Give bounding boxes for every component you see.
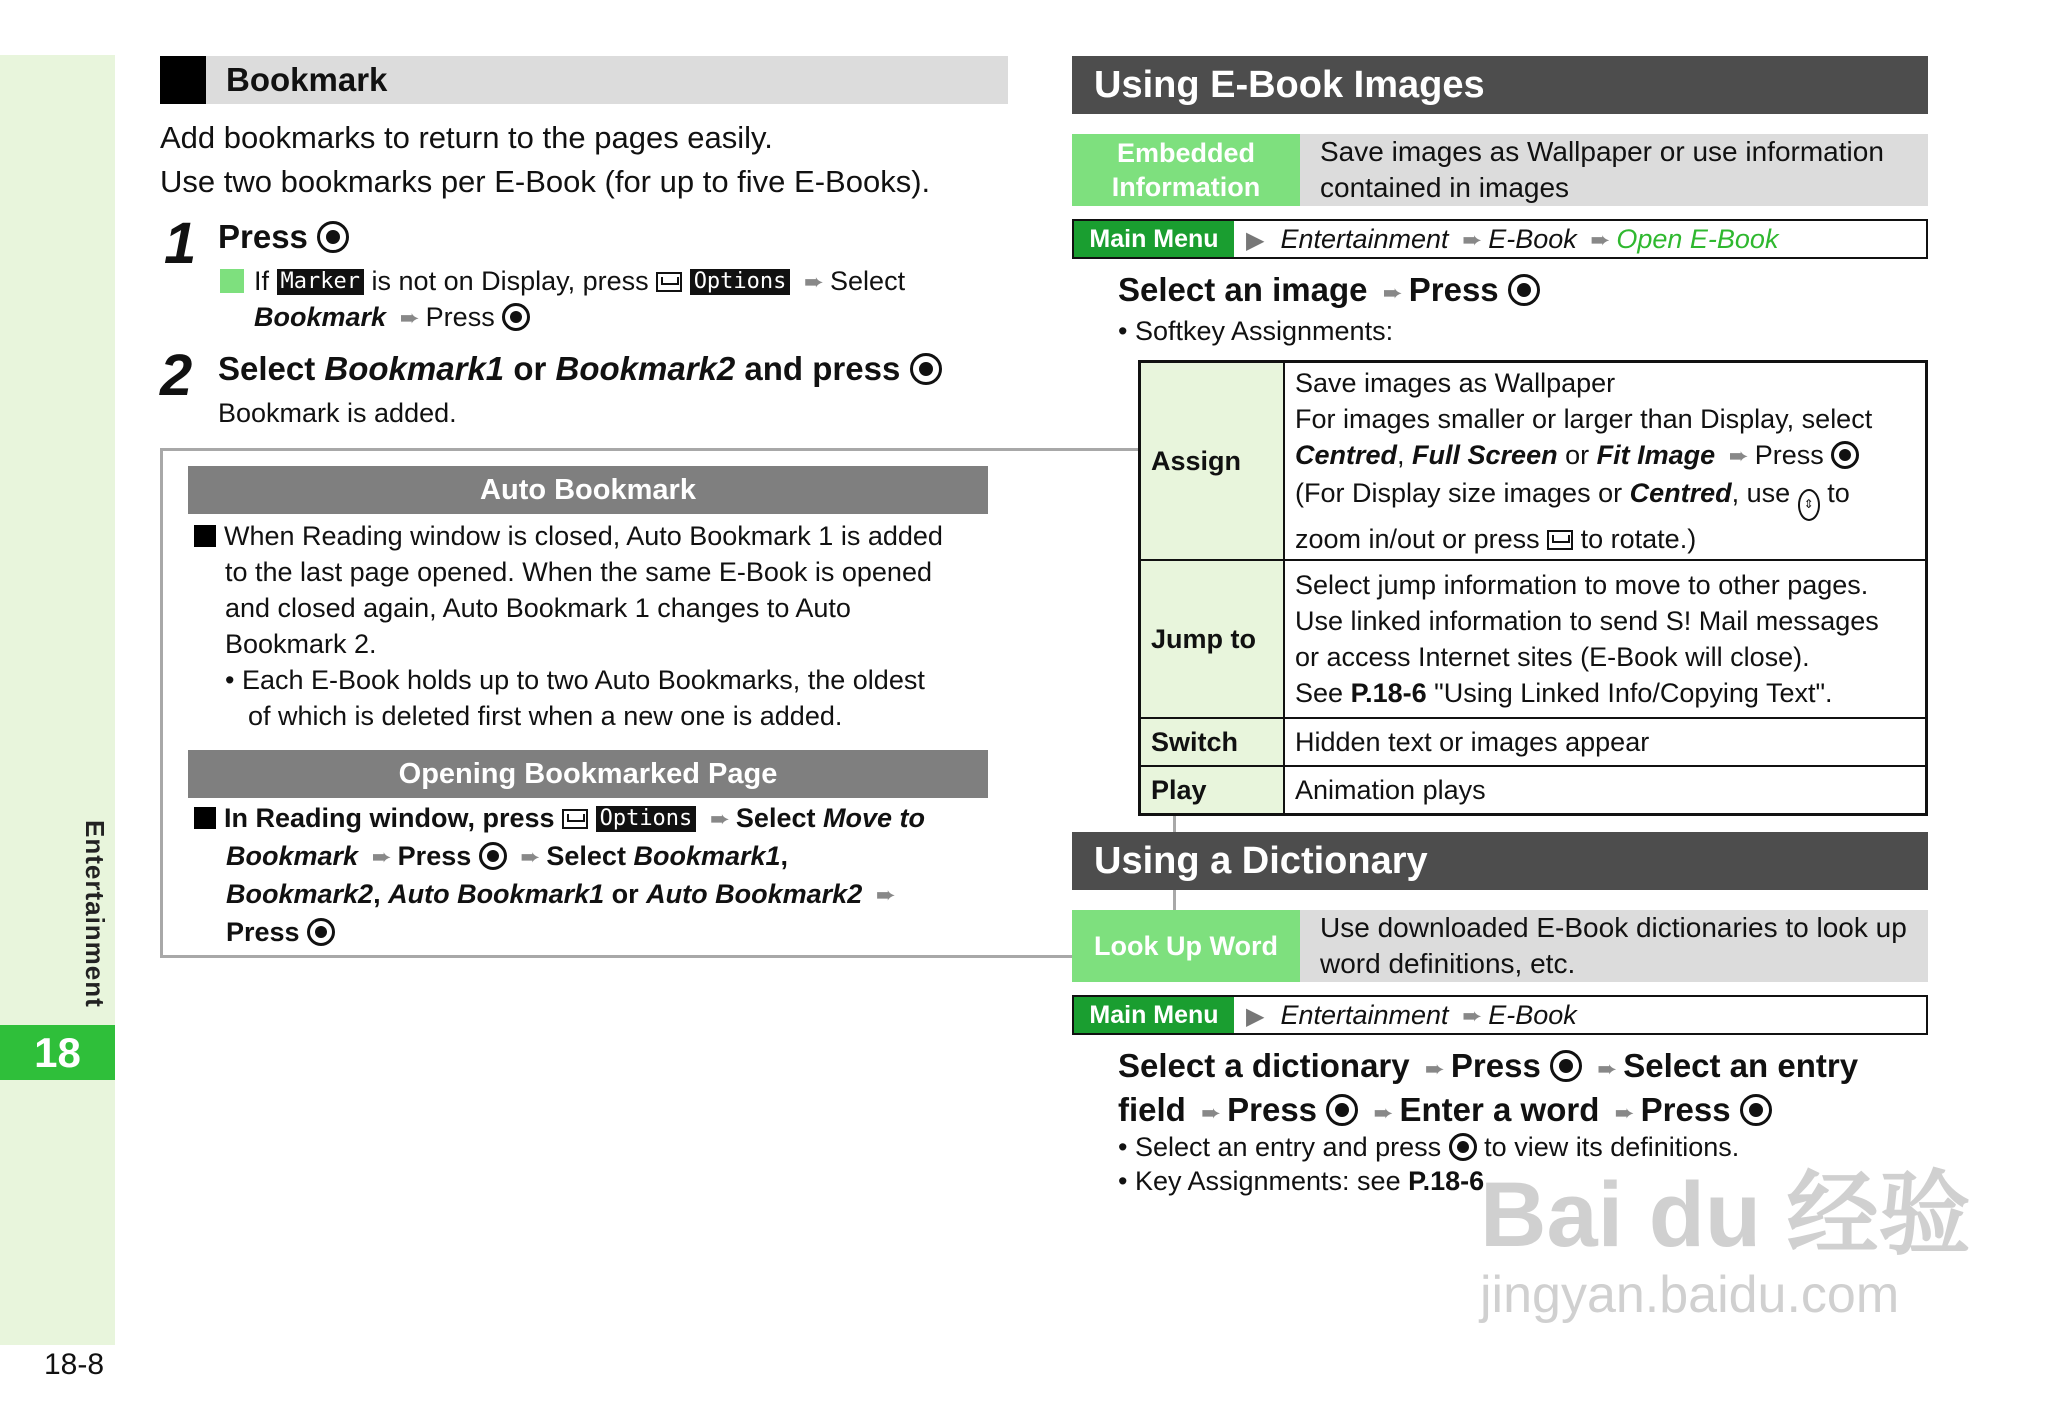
center-key-icon (1508, 274, 1540, 306)
arrow-icon: ➨ (520, 844, 541, 871)
step-1-title (218, 218, 349, 256)
center-key-icon (1740, 1094, 1772, 1126)
dictionary-info (1072, 910, 1928, 982)
arrow-icon: ➨ (1597, 1056, 1618, 1083)
bookmark-intro (160, 116, 930, 204)
note-mid: is not on Display, press (371, 266, 649, 296)
auto-bookmark-title: Auto Bookmark (188, 466, 988, 514)
center-key-icon (479, 842, 507, 870)
arrow-icon: ➨ (1424, 1056, 1445, 1083)
opening-bookmarked-body: In Reading window, press Options ➨ Select Move to Bookmark ➨ Press ➨ Select Bookmark1, Bookmark2, Auto Bookmark1 or Auto Bookmark2 ➨ Press (194, 800, 994, 950)
bookmark-heading-text: Bookmark (226, 61, 388, 98)
path-entertainment: Entertainment (1280, 1000, 1449, 1030)
triangle-icon: ▶ (1246, 227, 1265, 254)
assign-4a: (For Display size images or (1295, 478, 1623, 508)
arrow-icon: ➨ (1373, 1100, 1394, 1127)
baidu-watermark (1480, 1165, 1980, 1325)
note-bookmark: Bookmark (254, 302, 387, 332)
auto-line-4: Bookmark 2. (225, 629, 377, 659)
info-label: Embedded Information (1072, 134, 1300, 206)
step-press: Press (1640, 1091, 1731, 1128)
assign-line-1: Save images as Wallpaper (1295, 368, 1616, 398)
auto-line-2: to the last page opened. When the same E-Book is opened (225, 557, 932, 587)
triangle-icon: ▶ (1246, 1003, 1265, 1030)
opt-fit-image: Fit Image (1596, 440, 1716, 470)
options-softkey: Options (690, 269, 791, 295)
assign-4c: , use (1731, 478, 1791, 508)
path-entertainment: Entertainment (1280, 224, 1449, 254)
arrow-icon: ➨ (1614, 1100, 1635, 1127)
bullet-2b: P.18-6 (1408, 1166, 1485, 1196)
note-if: If (254, 266, 270, 296)
arrow-icon: ➨ (875, 882, 896, 909)
opt-full-screen: Full Screen (1412, 440, 1558, 470)
dictionary-heading: Using a Dictionary (1072, 832, 1928, 890)
note-select: Select (830, 266, 906, 296)
step-2-title (218, 350, 942, 388)
step-1-press: Press (218, 218, 308, 255)
main-menu-label: Main Menu (1074, 221, 1234, 257)
dictionary-menu-path (1072, 995, 1928, 1035)
bookmark-heading (160, 56, 1008, 104)
jump-line-1: Select jump information to move to other pages. (1295, 570, 1869, 600)
mail-key-icon (562, 809, 588, 829)
arrow-icon: ➨ (1382, 280, 1403, 307)
open-text-1: In Reading window, press (224, 803, 555, 833)
center-key-icon (1449, 1133, 1477, 1161)
softkey-bullet: • Softkey Assignments: (1118, 316, 1394, 346)
arrow-icon: ➨ (371, 844, 392, 871)
assign-press: Press (1754, 440, 1824, 470)
step-select-dictionary: Select a dictionary (1118, 1047, 1410, 1084)
chapter-sidebar (0, 55, 115, 1345)
open-text-2: Select (735, 803, 816, 833)
step-press: Press (1450, 1047, 1541, 1084)
jump-4b: P.18-6 (1350, 678, 1427, 708)
softkey-table (1138, 360, 1928, 816)
main-menu-label: Main Menu (1074, 997, 1234, 1033)
assign-line-3: Centred, Full Screen or Fit Image ➨ Press (1295, 437, 1915, 475)
center-key-icon (317, 221, 349, 253)
center-key-icon (1326, 1094, 1358, 1126)
note-press: Press (425, 302, 495, 332)
options-softkey: Options (596, 806, 697, 832)
open-text-3: Move to (823, 803, 926, 833)
info-text: Use downloaded E-Book dictionaries to look up word definitions, etc. (1320, 912, 1907, 979)
table-row (1140, 560, 1927, 718)
assign-line-4 (1295, 475, 1915, 521)
chapter-number: 18 (0, 1025, 115, 1080)
ebook-images-info (1072, 134, 1928, 206)
intro-line-2: Use two bookmarks per E-Book (for up to five E-Books). (160, 164, 931, 199)
bullet-square-icon (194, 525, 216, 547)
play-desc: Animation plays (1284, 766, 1927, 814)
jump-4c: "Using Linked Info/Copying Text". (1434, 678, 1833, 708)
open-text-4: Bookmark (226, 841, 359, 871)
open-text-12: Press (226, 917, 300, 947)
mail-key-icon (656, 272, 682, 292)
path-open-ebook: Open E-Book (1616, 224, 1779, 254)
path-ebook: E-Book (1488, 224, 1577, 254)
jump-line-2: Use linked information to send S! Mail messages (1295, 606, 1879, 636)
bullet-2a: • Key Assignments: see (1118, 1166, 1401, 1196)
opt-centred: Centred (1295, 440, 1398, 470)
path-ebook: E-Book (1488, 1000, 1577, 1030)
step-2-or: or (513, 350, 547, 387)
ebook-images-heading: Using E-Book Images (1072, 56, 1928, 114)
switch-key: Switch (1140, 718, 1285, 766)
step-select-entry: Select an entry (1623, 1047, 1859, 1084)
arrow-icon: ➨ (1462, 227, 1483, 254)
intro-line-1: Add bookmarks to return to the pages easily. (160, 120, 773, 155)
step-select-image: Select an image (1118, 271, 1368, 308)
step-1-note (220, 264, 1000, 336)
arrow-icon: ➨ (399, 305, 420, 332)
arrow-icon: ➨ (803, 269, 825, 296)
arrow-icon: ➨ (1201, 1100, 1222, 1127)
note-marker-icon (220, 269, 244, 293)
assign-line-2: For images smaller or larger than Display, select (1295, 404, 1873, 434)
arrow-icon: ➨ (1462, 1003, 1483, 1030)
opening-bookmarked-title: Opening Bookmarked Page (188, 750, 988, 798)
open-text-7: Bookmark1 (633, 841, 781, 871)
step-2-bookmark1: Bookmark1 (324, 350, 505, 387)
arrow-icon: ➨ (1590, 227, 1611, 254)
step-press: Press (1408, 271, 1499, 308)
table-row (1140, 718, 1927, 766)
step-1-number: 1 (164, 211, 197, 276)
ebook-images-menu-path (1072, 219, 1928, 259)
assign-or: or (1565, 440, 1590, 470)
assign-key: Assign (1140, 362, 1285, 561)
open-text-6: Select (546, 841, 626, 871)
open-text-10: or (611, 879, 639, 909)
auto-bookmark-body (194, 518, 994, 734)
assign-line-5 (1295, 521, 1915, 557)
assign-4d: to (1827, 478, 1850, 508)
jump-desc (1284, 560, 1927, 718)
assign-4b: Centred (1629, 478, 1732, 508)
step-2-number: 2 (160, 343, 193, 408)
center-key-icon (1831, 441, 1859, 469)
jump-4a: See (1295, 678, 1344, 708)
jump-line-4 (1295, 675, 1915, 711)
bullet-square-icon (194, 807, 216, 829)
assign-5a: zoom in/out or press (1295, 524, 1540, 554)
open-text-9: Auto Bookmark1 (388, 879, 605, 909)
dictionary-steps (1118, 1046, 1858, 1134)
ebook-images-step (1118, 270, 1540, 314)
step-press: Press (1227, 1091, 1318, 1128)
table-row (1140, 362, 1927, 561)
bullet-1a: • Select an entry and press (1118, 1132, 1442, 1162)
switch-desc: Hidden text or images appear (1284, 718, 1927, 766)
arrow-icon: ➨ (709, 806, 730, 833)
marker-softkey: Marker (277, 269, 364, 295)
menu-path (1246, 997, 1577, 1035)
chapter-label: Entertainment (80, 820, 110, 1008)
open-text-8: Bookmark2 (226, 879, 374, 909)
heading-marker (160, 56, 206, 104)
auto-line-1: When Reading window is closed, Auto Bookmark 1 is added (224, 521, 943, 551)
step-2-select: Select (218, 350, 316, 387)
assign-desc (1284, 362, 1927, 561)
step-2-bookmark2: Bookmark2 (555, 350, 736, 387)
info-text: Save images as Wallpaper or use information contained in images (1320, 136, 1884, 203)
page-number: 18-8 (44, 1348, 105, 1381)
auto-line-3: and closed again, Auto Bookmark 1 changes to Auto (225, 593, 851, 623)
jump-key: Jump to (1140, 560, 1285, 718)
table-row (1140, 766, 1927, 814)
play-key: Play (1140, 766, 1285, 814)
step-2-and-press: and press (744, 350, 901, 387)
open-text-11: Auto Bookmark2 (646, 879, 863, 909)
jump-line-3: or access Internet sites (E-Book will close). (1295, 642, 1810, 672)
step-field: field (1118, 1091, 1186, 1128)
arrow-icon: ➨ (1728, 443, 1749, 470)
auto-bullet-1: • Each E-Book holds up to two Auto Bookmarks, the oldest (225, 665, 925, 695)
open-text-5: Press (397, 841, 472, 871)
info-label: Look Up Word (1072, 910, 1300, 982)
center-key-icon (910, 353, 942, 385)
watermark-brand: Bai du 经验 (1480, 1164, 1971, 1266)
assign-5b: to rotate.) (1580, 524, 1697, 554)
step-enter-word: Enter a word (1399, 1091, 1600, 1128)
watermark-url: jingyan.baidu.com (1480, 1266, 1900, 1324)
step-2-result: Bookmark is added. (218, 398, 457, 428)
bullet-1b: to view its definitions. (1484, 1132, 1740, 1162)
updown-key-icon: ⇕ (1798, 489, 1820, 521)
auto-bullet-2: of which is deleted first when a new one is added. (248, 701, 843, 731)
center-key-icon (502, 303, 530, 331)
center-key-icon (1550, 1050, 1582, 1082)
center-key-icon (307, 918, 335, 946)
mail-key-icon (1547, 530, 1573, 550)
menu-path (1246, 221, 1778, 259)
